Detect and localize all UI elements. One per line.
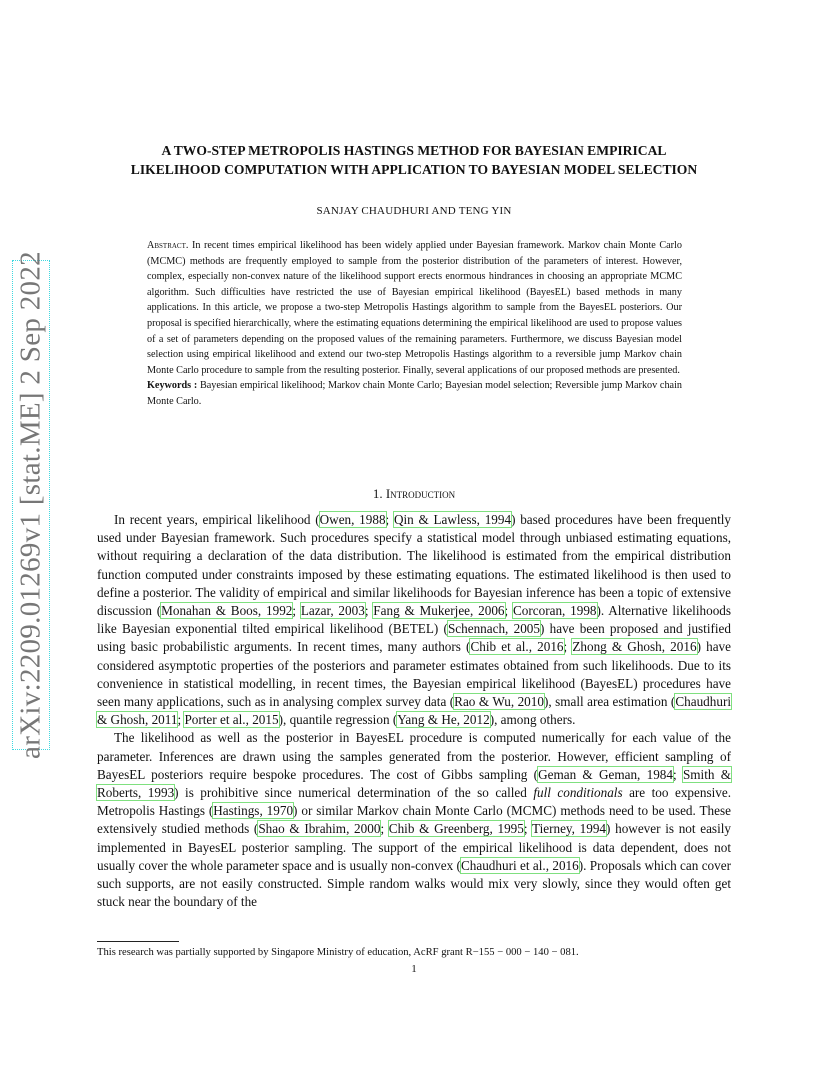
keywords-text: Bayesian empirical likelihood; Markov chain Monte Carlo; Bayesian model selection; Reversible jump Markov chain Monte Carlo. <box>147 380 682 407</box>
keywords-label: Keywords : <box>147 380 198 392</box>
body-text-segment: are too expensive. Metropolis Hastings ( <box>97 785 731 819</box>
citation-link[interactable]: Porter et al., 2015 <box>184 712 279 728</box>
body-text-segment: ; <box>523 821 532 837</box>
abstract <box>147 238 682 410</box>
emphasis-text: full conditionals <box>533 785 623 801</box>
page-number: 1 <box>411 963 417 975</box>
paragraph-1 <box>97 511 731 729</box>
body-text-segment: ; <box>380 821 389 837</box>
citation-link[interactable]: Smith & Roberts, 1993 <box>97 766 732 801</box>
footnote-rule <box>97 941 179 942</box>
citation-link[interactable]: Chib & Greenberg, 1995 <box>388 821 524 837</box>
citation-link[interactable]: Owen, 1988 <box>319 512 386 527</box>
citation-link[interactable]: Geman & Geman, 1984 <box>538 766 673 782</box>
body-text-segment: ; <box>673 766 683 782</box>
body-text-segment: ) based procedures have been frequently used under Bayesian framework. Such procedures specify a statistical model through unbiased estimating equations, without requiring a declaration of the data distribution. The likelihood is estimated from the empirical distribution function computed under constraints imposed by these estimating equations. The estimated likelihood is then used to define a posterior. The validity of empirical and similar likelihoods for Bayesian inference has been a topic of extensive discussion ( <box>97 512 731 619</box>
body-text-segment: ; <box>292 603 301 619</box>
body-text-segment: ; <box>177 712 185 728</box>
body-text-segment: ), small area estimation ( <box>543 694 676 710</box>
body-text-segment: ; <box>385 512 394 527</box>
section-heading <box>80 486 748 502</box>
body-text-segment: ). Proposals which can cover such supports, are not easily constructed. Simple random walks would mix very slowly, since they would often get stuck near the boundary of the <box>97 857 731 910</box>
citation-link[interactable]: Monahan & Boos, 1992 <box>161 603 293 619</box>
citation-link[interactable]: Yang & He, 2012 <box>397 712 490 728</box>
citation-link[interactable]: Chaudhuri et al., 2016 <box>460 857 579 873</box>
arxiv-sidebar <box>8 251 54 759</box>
title-line-2: LIKELIHOOD COMPUTATION WITH APPLICATION TO BAYESIAN MODEL SELECTION <box>130 162 698 177</box>
body-text <box>97 511 731 911</box>
paragraph-2 <box>97 729 731 911</box>
citation-link[interactable]: Qin & Lawless, 1994 <box>393 512 512 527</box>
citation-link[interactable]: Tierney, 1994 <box>531 821 607 837</box>
citation-link[interactable]: Lazar, 2003 <box>300 603 365 619</box>
citation-link[interactable]: Rao & Wu, 2010 <box>454 694 544 710</box>
citation-link[interactable]: Schennach, 2005 <box>447 621 540 637</box>
footnote: This research was partially supported by Singapore Ministry of education, AcRF grant R−155 − 000 − 140 − 081. <box>97 947 579 958</box>
citation-link[interactable]: Shao & Ibrahim, 2000 <box>258 821 381 837</box>
body-text-segment: In recent years, empirical likelihood ( <box>114 512 320 527</box>
citation-link[interactable]: Hastings, 1970 <box>213 803 294 819</box>
body-text-segment: ), among others. <box>489 712 576 728</box>
citation-link[interactable]: Chaudhuri & Ghosh, 2011 <box>97 694 732 728</box>
citation-link[interactable]: Chib et al., 2016 <box>470 639 564 655</box>
body-text-segment: ; <box>563 639 573 655</box>
paper-authors: SANJAY CHAUDHURI AND TENG YIN <box>316 205 512 217</box>
body-text-segment: ) is prohibitive since numerical determination of the so called <box>174 785 534 801</box>
abstract-text: In recent times empirical likelihood has been widely applied under Bayesian framework. Markov chain Monte Carlo (MCMC) methods are frequently employed to sample from the posterior distribution of the parameters of interest. However, complex, especially non-convex nature of the likelihood support erects enormous hindrances in choosing an appropriate MCMC algorithm. Such difficulties have restricted the use of Bayesian empirical likelihood (BayesEL) based methods in many applications. In this article, we propose a two-step Metropolis Hastings algorithm to sample from the BayesEL posteriors. Our proposal is specified hierarchically, where the estimating equations determining the empirical likelihood are used to propose values of a set of parameters depending on the proposed values of the remaining parameters. Furthermore, we discuss Bayesian model selection using empirical likelihood and extend our two-step Metropolis Hastings algorithm to a reversible jump Markov chain Monte Carlo procedure to sample from the resulting posterior. Finally, several applications of our proposed methods are presented. <box>147 240 682 376</box>
body-text-segment: ), quantile regression ( <box>278 712 398 728</box>
citation-link[interactable]: Zhong & Ghosh, 2016 <box>572 639 697 655</box>
body-text-segment: ) have considered asymptotic properties of the posteriors and parameter estimates obtained from such likelihoods. Due to its convenience in statistical modelling, in recent times, the Bayesian empirical likelihood (BayesEL) procedures have seen many applications, such as in analysing complex survey data ( <box>97 639 731 710</box>
body-text-segment: ) or similar Markov chain Monte Carlo (MCMC) methods need to be used. These extensively studied methods ( <box>97 803 731 837</box>
body-text-segment: ; <box>504 603 513 619</box>
title-line-1: A TWO-STEP METROPOLIS HASTINGS METHOD FOR BAYESIAN EMPIRICAL <box>161 143 667 158</box>
citation-link[interactable]: Fang & Mukerjee, 2006 <box>373 603 505 619</box>
body-text-segment: ; <box>364 603 374 619</box>
body-text-segment: ) however is not easily implemented in BayesEL posterior sampling. The support of the empirical likelihood is data dependent, does not usually cover the whole parameter space and is usually non-convex ( <box>97 821 731 873</box>
section-title: Introduction <box>385 486 456 501</box>
section-number: 1. <box>372 486 383 501</box>
body-text-segment: ). Alternative likelihoods like Bayesian exponential tilted empirical likelihood (BETEL) ( <box>97 603 732 637</box>
body-text-segment: ) have been proposed and justified using basic probabilistic arguments. In recent times, many authors ( <box>97 621 732 655</box>
body-text-segment: The likelihood as well as the posterior in BayesEL procedure is computed numerically for each value of the parameter. Inferences are drawn using the samples generated from the posterior. However, efficient sampling of BayesEL posteriors require bespoke procedures. The cost of Gibbs sampling ( <box>97 730 731 782</box>
citation-link[interactable]: Corcoran, 1998 <box>512 603 597 619</box>
arxiv-identifier: arXiv:2209.01269v1 [stat.ME] 2 Sep 2022 <box>14 251 47 759</box>
paper-title <box>80 141 748 179</box>
abstract-label: Abstract. <box>147 240 189 251</box>
